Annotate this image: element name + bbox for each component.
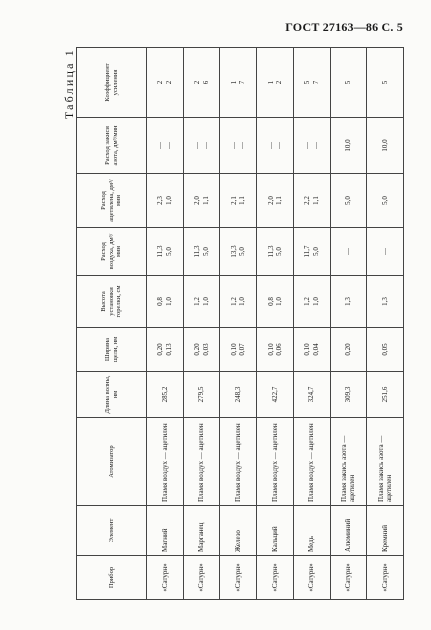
column-header: Длина волны, нм [77,372,147,418]
cell-air-flow: 11,3 5,0 [257,228,294,276]
cell-acetylene-flow: 2,0 1,1 [257,174,294,228]
cell-air-flow: 11,3 5,0 [183,228,220,276]
cell-burner-height: 1,2 1,0 [183,276,220,328]
cell-wavelength: 324,7 [293,372,330,418]
cell-atomizer: Пламя закись азота — ацетилен [367,418,404,506]
cell-slit-width: 0,10 0,07 [220,328,257,372]
cell-element: Кремний [367,506,404,556]
cell-wavelength: 251,6 [367,372,404,418]
column-header: Атомизатор [77,418,147,506]
cell-acetylene-flow: 5,0 [367,174,404,228]
cell-atomizer: Пламя воздух — ацетилен [293,418,330,506]
cell-acetylene-flow: 2,0 1,1 [183,174,220,228]
cell-acetylene-flow: 5,0 [330,174,367,228]
cell-burner-height: 1,2 1,0 [293,276,330,328]
cell-gain: 2 6 [183,48,220,118]
cell-burner-height: 0,8 1,0 [257,276,294,328]
column-header: Расход воздуха, дм³/мин [77,228,147,276]
cell-air-flow: 11,3 5,0 [147,228,184,276]
column-header: Прибор [77,556,147,600]
cell-burner-height: 0,8 1,0 [147,276,184,328]
page-header: ГОСТ 27163—86 С. 5 [285,20,403,34]
table-row [257,48,294,600]
cell-element: Магний [147,506,184,556]
cell-wavelength: 285,2 [147,372,184,418]
cell-instrument: «Сатурн» [220,556,257,600]
cell-air-flow: — [330,228,367,276]
column-header: Высота установки горелки, см [77,276,147,328]
cell-element: Алюминий [330,506,367,556]
cell-instrument: «Сатурн» [330,556,367,600]
cell-instrument: «Сатурн» [183,556,220,600]
cell-instrument: «Сатурн» [367,556,404,600]
table-row [330,48,367,600]
cell-burner-height: 1,2 1,0 [220,276,257,328]
cell-slit-width: 0,20 [330,328,367,372]
cell-element: Железо [220,506,257,556]
cell-element: Кальций [257,506,294,556]
cell-instrument: «Сатурн» [293,556,330,600]
cell-slit-width: 0,10 0,06 [257,328,294,372]
cell-air-flow: 11,7 5,0 [293,228,330,276]
cell-gain: 2 2 [147,48,184,118]
rotated-table-block [62,48,404,600]
cell-wavelength: 422,7 [257,372,294,418]
table-body [147,48,404,600]
cell-burner-height: 1,3 [330,276,367,328]
table-row [220,48,257,600]
cell-acetylene-flow: 2,3 1,0 [147,174,184,228]
column-header: Расход закиси азота, дм³/мин [77,118,147,174]
cell-atomizer: Пламя закись азота — ацетилен [330,418,367,506]
cell-nitrous-oxide-flow: — — [220,118,257,174]
cell-instrument: «Сатурн» [147,556,184,600]
column-header: Ширина щели, нм [77,328,147,372]
cell-element: Медь [293,506,330,556]
column-header: Элемент [77,506,147,556]
cell-wavelength: 248,3 [220,372,257,418]
cell-gain: 5 [367,48,404,118]
cell-nitrous-oxide-flow: 10,0 [330,118,367,174]
cell-slit-width: 0,10 0,04 [293,328,330,372]
cell-gain: 1 2 [257,48,294,118]
cell-gain: 5 [330,48,367,118]
cell-element: Марганец [183,506,220,556]
table-row [293,48,330,600]
cell-gain: 5 7 [293,48,330,118]
cell-nitrous-oxide-flow: 10,0 [367,118,404,174]
table-header-row [77,48,147,600]
table-row [147,48,184,600]
cell-slit-width: 0,20 0,13 [147,328,184,372]
cell-air-flow: — [367,228,404,276]
column-header: Коэффициент усиления [77,48,147,118]
cell-instrument: «Сатурн» [257,556,294,600]
cell-acetylene-flow: 2,2 1,1 [293,174,330,228]
cell-slit-width: 0,05 [367,328,404,372]
column-header: Расход ацетилена, дм³/мин [77,174,147,228]
cell-nitrous-oxide-flow: — — [257,118,294,174]
table-caption: Таблица 1 [62,48,76,120]
cell-gain: 1 7 [220,48,257,118]
cell-nitrous-oxide-flow: — — [183,118,220,174]
cell-atomizer: Пламя воздух — ацетилен [220,418,257,506]
cell-atomizer: Пламя воздух — ацетилен [257,418,294,506]
cell-atomizer: Пламя воздух — ацетилен [183,418,220,506]
cell-nitrous-oxide-flow: — — [293,118,330,174]
cell-wavelength: 279,5 [183,372,220,418]
cell-slit-width: 0,20 0,03 [183,328,220,372]
cell-atomizer: Пламя воздух — ацетилен [147,418,184,506]
rotated-table-inner [62,48,404,600]
data-table [76,47,404,600]
cell-air-flow: 13,3 5,0 [220,228,257,276]
cell-burner-height: 1,3 [367,276,404,328]
cell-wavelength: 309,3 [330,372,367,418]
cell-acetylene-flow: 2,1 1,1 [220,174,257,228]
table-row [367,48,404,600]
table-row [183,48,220,600]
cell-nitrous-oxide-flow: — — [147,118,184,174]
